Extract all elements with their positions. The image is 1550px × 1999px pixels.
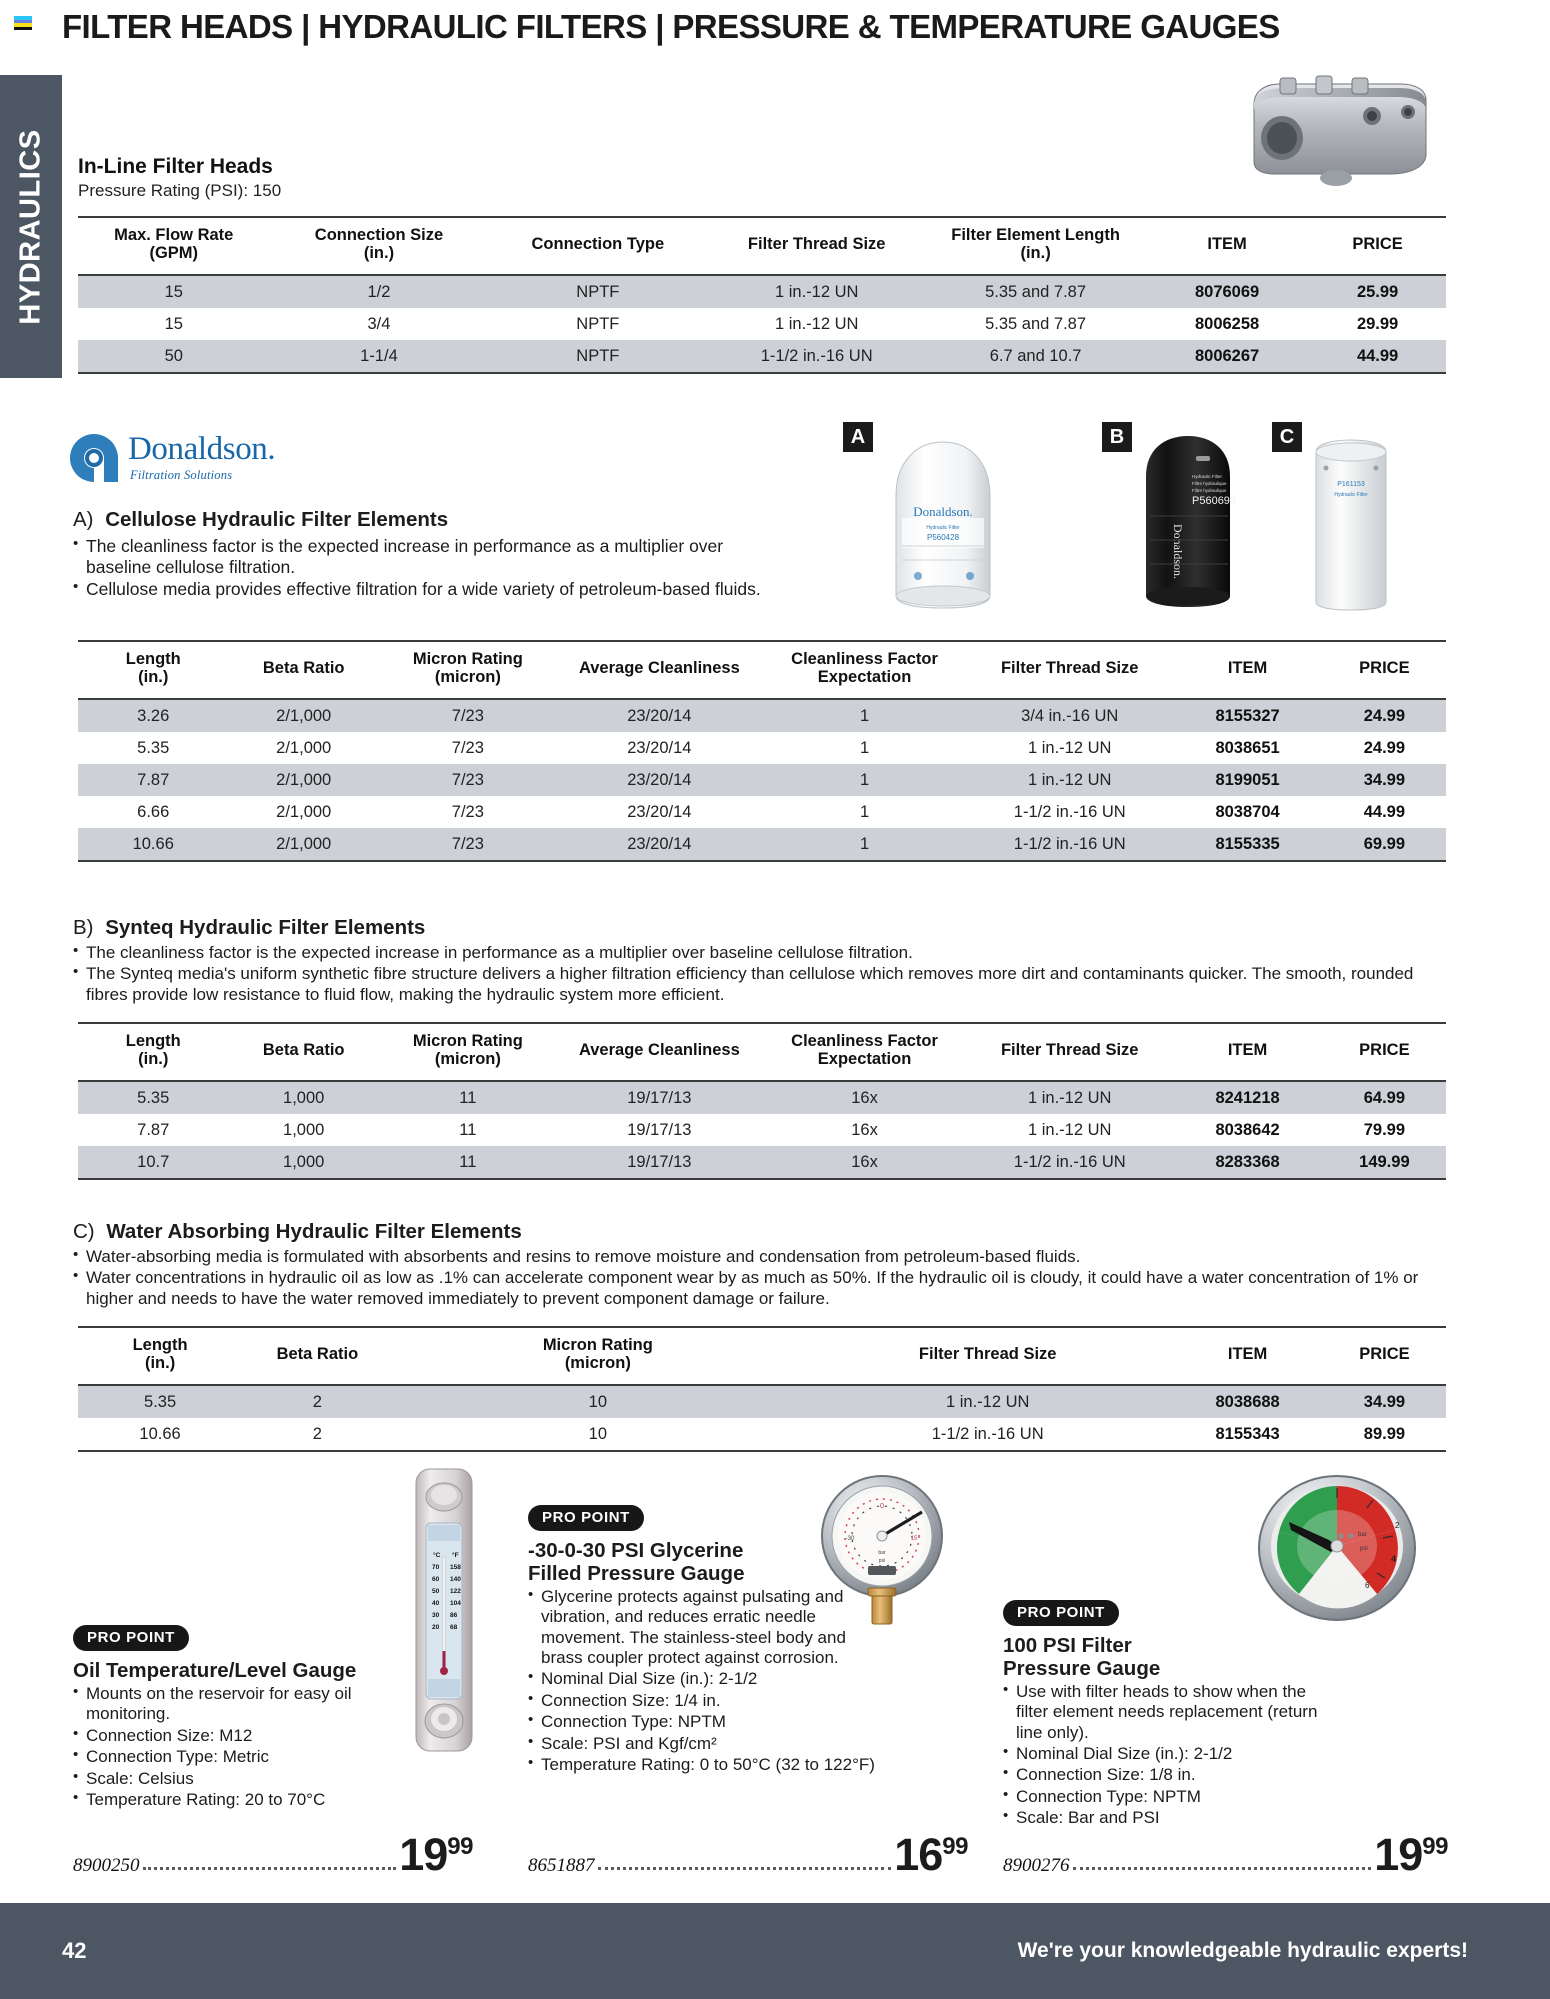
svg-text:P161153: P161153 [1337,481,1365,488]
cell: 3.26 [78,699,228,732]
section-b-table-wrap [78,1022,1446,1180]
filter-photo-b [1140,432,1236,610]
column-header: Filter Thread Size [967,1023,1172,1081]
column-header: Beta Ratio [228,1023,378,1081]
column-header: Length (in.) [78,641,228,699]
section-a-prefix: A) [73,508,94,531]
pro-point-badge: PRO POINT [528,1505,644,1531]
cell: 1,000 [228,1146,378,1179]
product-price-row [1003,1829,1448,1880]
cell: 1 [762,732,967,764]
column-header: Filter Thread Size [803,1327,1172,1385]
table-row [78,1146,1446,1179]
cell: 10 [393,1385,803,1418]
cell: 7.87 [78,1114,228,1146]
product-price: $16^{99}$ [894,1829,968,1880]
bullet-item: • The cleanliness factor is the expected increase in performance as a multiplier over baseline cellulose filtration. [73,943,1448,963]
svg-text:104: 104 [450,1600,461,1607]
cell: 2 [242,1385,392,1418]
cell: 15 [78,308,270,340]
table-header-row [78,641,1446,699]
oil-level-gauge-illustration [404,1465,484,1755]
filter-heads-title: In-Line Filter Heads [78,155,273,178]
column-header: Connection Type [488,217,707,275]
table-header-row [78,1327,1446,1385]
cell: 1 in.-12 UN [803,1385,1172,1418]
cell-item: 8006267 [1145,340,1309,373]
section-b-bullets [73,943,1448,1005]
photo-badge-a: A [843,422,873,452]
svg-text:50: 50 [432,1588,440,1595]
cell: 1 [762,699,967,732]
section-c-bullets [73,1247,1448,1309]
bullet-item: • Nominal Dial Size (in.): 2-1/2 [1003,1744,1333,1764]
table-row [78,1385,1446,1418]
cell-price: 29.99 [1309,308,1446,340]
section-b [73,916,1448,1006]
cell: 3/4 in.-16 UN [967,699,1172,732]
cell: 1 [762,764,967,796]
bullet-item: • Glycerine protects against pulsating and vibration, and reduces erratic needle movement. The stainless-steel body and brass coupler protect against corrosion. [528,1587,888,1669]
column-header: Micron Rating (micron) [393,1327,803,1385]
svg-text:40: 40 [432,1600,440,1607]
footer-tagline: We're your knowledgeable hydraulic experts! [1017,1939,1468,1962]
cell-price: 64.99 [1323,1081,1446,1114]
bullet-item: • Temperature Rating: 0 to 50°C (32 to 122°F) [528,1755,888,1775]
svg-text:140: 140 [450,1576,461,1583]
column-header: Average Cleanliness [557,641,762,699]
table-row [78,699,1446,732]
svg-text:Hydraulic Filter: Hydraulic Filter [926,525,960,531]
cell: 2/1,000 [228,828,378,861]
cell-item: 8038651 [1172,732,1322,764]
table-row [78,732,1446,764]
page-title: FILTER HEADS | HYDRAULIC FILTERS | PRESSURE & TEMPERATURE GAUGES [62,8,1280,45]
table-row [78,764,1446,796]
svg-text:°C: °C [433,1552,441,1559]
svg-text:psi: psi [878,1558,886,1564]
svg-text:86: 86 [450,1612,458,1619]
donaldson-mark-icon [68,432,120,484]
svg-text:0: 0 [880,1503,884,1510]
svg-text:Filtre hydraulique: Filtre hydraulique [1192,488,1227,493]
water-absorbing-filter-illustration [1310,434,1392,612]
section-c-prefix: C) [73,1220,95,1243]
bullet-item: • Scale: Bar and PSI [1003,1808,1333,1828]
column-header: Average Cleanliness [557,1023,762,1081]
bullet-item: • Connection Type: NPTM [528,1712,888,1732]
cell: NPTF [488,275,707,308]
donaldson-tagline: Filtration Solutions [130,468,233,482]
filter-heads-table [78,216,1446,374]
oil-temp-gauge-photo [404,1465,484,1755]
cell: 11 [379,1146,557,1179]
column-header: Beta Ratio [242,1327,392,1385]
cell: 1,000 [228,1114,378,1146]
synteq-elements-table [78,1022,1446,1180]
svg-text:70: 70 [432,1564,440,1571]
column-header: PRICE [1323,1327,1446,1385]
column-header: Micron Rating (micron) [379,1023,557,1081]
cell: 7.87 [78,764,228,796]
column-header: Connection Size (in.) [270,217,489,275]
registration-color-bar [14,16,32,30]
cell-price: 24.99 [1323,732,1446,764]
water-absorbing-elements-table [78,1326,1446,1452]
donaldson-logo [68,430,318,488]
cell: 1,000 [228,1081,378,1114]
bullet-item: • Cellulose media provides effective filtration for a wide variety of petroleum-based fluids. [73,579,773,600]
svg-text:15: 15 [910,1536,918,1542]
column-header: Micron Rating (micron) [379,641,557,699]
filter-photo-c [1310,434,1392,612]
cell: 7/23 [379,732,557,764]
table-header-row [78,217,1446,275]
filter-heads-table-wrap [78,216,1446,374]
cell: 1 in.-12 UN [967,764,1172,796]
cell-price: 34.99 [1323,1385,1446,1418]
product-title: Oil Temperature/Level Gauge [73,1659,357,1682]
cell-item: 8038704 [1172,796,1322,828]
cell: 1-1/2 in.-16 UN [967,828,1172,861]
svg-text:Donaldson.: Donaldson. [1171,524,1185,579]
cell: 1 in.-12 UN [967,1081,1172,1114]
cell-item: 8155327 [1172,699,1322,732]
svg-text:6: 6 [1365,1581,1370,1590]
product-sku: 8651887 [528,1855,595,1876]
cell: 1/2 [270,275,489,308]
svg-text:68: 68 [450,1624,458,1631]
cell-item: 8076069 [1145,275,1309,308]
cell: 10.66 [78,1418,242,1451]
cell: 7/23 [379,796,557,828]
cell: 1 [762,796,967,828]
cell: 19/17/13 [557,1081,762,1114]
cell: 23/20/14 [557,796,762,828]
cell-price: 149.99 [1323,1146,1446,1179]
cell: 5.35 and 7.87 [926,275,1145,308]
filter-photo-a [888,436,998,611]
cell: 6.7 and 10.7 [926,340,1145,373]
cell-price: 69.99 [1323,828,1446,861]
cell: 23/20/14 [557,699,762,732]
cell: 11 [379,1114,557,1146]
bullet-item: • Connection Type: Metric [73,1747,403,1767]
cell: 1 in.-12 UN [707,308,926,340]
bullet-item: • Temperature Rating: 20 to 70°C [73,1790,403,1810]
cell: 2/1,000 [228,796,378,828]
svg-text:2: 2 [1395,1521,1400,1530]
svg-text:30: 30 [432,1612,440,1619]
cell: 16x [762,1114,967,1146]
svg-text:Hydraulic Filter: Hydraulic Filter [1192,474,1223,479]
section-a [73,508,773,601]
cell: 10.7 [78,1146,228,1179]
cell: 2/1,000 [228,732,378,764]
product-price-row [73,1829,473,1880]
product-bullets [73,1684,403,1810]
product-sku: 8900276 [1003,1855,1070,1876]
table-row [78,275,1446,308]
cell-item: 8038688 [1172,1385,1322,1418]
cell: 3/4 [270,308,489,340]
svg-text:158: 158 [450,1564,461,1571]
product-sku: 8900250 [73,1855,140,1876]
svg-text:bar: bar [878,1550,886,1556]
cell: 1-1/2 in.-16 UN [803,1418,1172,1451]
cell: 15 [78,275,270,308]
svg-text:122: 122 [450,1588,461,1595]
section-a-table-wrap [78,640,1446,862]
cell-price: 24.99 [1323,699,1446,732]
column-header: Length (in.) [78,1327,242,1385]
table-row [78,828,1446,861]
cell: 1 in.-12 UN [967,1114,1172,1146]
synteq-filter-illustration [1140,432,1236,610]
column-header: Cleanliness Factor Expectation [762,1023,967,1081]
cell: 23/20/14 [557,828,762,861]
column-header: ITEM [1172,1327,1322,1385]
product-filter-pressure-gauge [1003,1600,1333,1830]
section-c-table-wrap [78,1326,1446,1452]
cell: 5.35 [78,1081,228,1114]
column-header: ITEM [1172,1023,1322,1081]
cell: 50 [78,340,270,373]
cell: NPTF [488,308,707,340]
product-title: -30-0-30 PSI Glycerine Filled Pressure Gauge [528,1539,745,1585]
product-price: $19^{99}$ [1374,1829,1448,1880]
cell: 1-1/2 in.-16 UN [967,796,1172,828]
bullet-item: • Connection Size: 1/4 in. [528,1691,888,1711]
svg-text:4: 4 [1391,1554,1397,1564]
pro-point-badge: PRO POINT [1003,1600,1119,1626]
bullet-item: • Connection Size: 1/8 in. [1003,1765,1333,1785]
cell: 2/1,000 [228,699,378,732]
svg-text:Filtre hydraulique: Filtre hydraulique [1192,481,1227,486]
cell: 5.35 [78,732,228,764]
side-tab-hydraulics [0,75,62,378]
cell: 19/17/13 [557,1146,762,1179]
side-tab-label: HYDRAULICS [14,128,47,325]
cell: 6.66 [78,796,228,828]
filter-head-photo [1240,70,1440,190]
cell-price: 44.99 [1309,340,1446,373]
cell-item: 8155335 [1172,828,1322,861]
svg-text:P560428: P560428 [926,533,960,542]
column-header: Filter Element Length (in.) [926,217,1145,275]
cell: 11 [379,1081,557,1114]
section-c-heading: Water Absorbing Hydraulic Filter Elements [106,1220,522,1243]
cell: 5.35 and 7.87 [926,308,1145,340]
bullet-item: • Connection Type: NPTM [1003,1787,1333,1807]
cell: 16x [762,1146,967,1179]
bullet-item: • Nominal Dial Size (in.): 2-1/2 [528,1669,888,1689]
cell: 7/23 [379,699,557,732]
cell-price: 44.99 [1323,796,1446,828]
pro-point-badge: PRO POINT [73,1625,189,1651]
cell: 16x [762,1081,967,1114]
photo-badge-b: B [1102,422,1132,452]
price-leader-dots [143,1867,397,1870]
svg-text:-30: -30 [845,1536,855,1542]
product-price-row [528,1829,968,1880]
cell-item: 8006258 [1145,308,1309,340]
cell: 1 [762,828,967,861]
column-header: ITEM [1145,217,1309,275]
cell: 10 [393,1418,803,1451]
section-b-prefix: B) [73,916,94,939]
cell: 1-1/4 [270,340,489,373]
bullet-item: • Scale: PSI and Kgf/cm² [528,1734,888,1754]
column-header: PRICE [1323,1023,1446,1081]
cell-price: 25.99 [1309,275,1446,308]
bullet-item: • Mounts on the reservoir for easy oil monitoring. [73,1684,403,1725]
bullet-item: • The cleanliness factor is the expected increase in performance as a multiplier over baseline cellulose filtration. [73,536,773,578]
page-footer [0,1903,1550,1999]
cell-price: 34.99 [1323,764,1446,796]
price-leader-dots [1073,1867,1372,1870]
cell-item: 8199051 [1172,764,1322,796]
column-header: PRICE [1323,641,1446,699]
cell-item: 8155343 [1172,1418,1322,1451]
column-header: PRICE [1309,217,1446,275]
cellulose-elements-table [78,640,1446,862]
product-bullets [1003,1682,1333,1829]
cellulose-filter-illustration [888,436,998,611]
svg-text:°F: °F [452,1552,459,1559]
filter-head-illustration [1240,70,1440,190]
column-header: ITEM [1172,641,1322,699]
section-b-heading: Synteq Hydraulic Filter Elements [105,916,426,939]
cell: 1 in.-12 UN [967,732,1172,764]
svg-text:60: 60 [432,1576,440,1583]
section-a-bullets [73,536,773,600]
cell-price: 79.99 [1323,1114,1446,1146]
table-header-row [78,1023,1446,1081]
cell: 19/17/13 [557,1114,762,1146]
table-row [78,1418,1446,1451]
bullet-item: • Scale: Celsius [73,1769,403,1789]
cell: 23/20/14 [557,764,762,796]
table-row [78,1114,1446,1146]
svg-text:Donaldson.: Donaldson. [913,504,973,519]
page-number: 42 [62,1938,87,1963]
svg-text:psi: psi [1360,1546,1368,1552]
table-row [78,796,1446,828]
filter-heads-subtitle: Pressure Rating (PSI): 150 [78,181,282,200]
column-header: Max. Flow Rate (GPM) [78,217,270,275]
cell: 1-1/2 in.-16 UN [967,1146,1172,1179]
column-header: Filter Thread Size [707,217,926,275]
cell: NPTF [488,340,707,373]
product-glycerine-gauge [528,1505,888,1776]
product-title: 100 PSI Filter Pressure Gauge [1003,1634,1161,1680]
price-leader-dots [598,1867,892,1870]
filter-heads-title-block [78,155,281,201]
cell-item: 8283368 [1172,1146,1322,1179]
column-header: Beta Ratio [228,641,378,699]
cell: 7/23 [379,828,557,861]
table-row [78,308,1446,340]
table-row [78,1081,1446,1114]
section-a-heading: Cellulose Hydraulic Filter Elements [105,508,449,531]
photo-badge-c: C [1272,422,1302,452]
product-oil-temp-gauge [73,1625,403,1811]
column-header: Filter Thread Size [967,641,1172,699]
cell: 2/1,000 [228,764,378,796]
section-c [73,1220,1448,1310]
cell-item: 8038642 [1172,1114,1322,1146]
product-price: $19^{99}$ [399,1829,473,1880]
bullet-item: • Water concentrations in hydraulic oil as low as .1% can accelerate component wear by as much as 50%. If the hydraulic oil is cloudy, it could have a water concentration of 1% or higher and needs to have the water removed immediately to prevent component damage or failure. [73,1268,1448,1309]
cell: 1-1/2 in.-16 UN [707,340,926,373]
bullet-item: • The Synteq media's uniform synthetic fibre structure delivers a higher filtration efficiency than cellulose which removes more dirt and contaminants quicker. The smooth, rounded fibres provide low resistance to fluid flow, making the hydraulic system more efficient. [73,964,1448,1005]
product-bullets [528,1587,888,1776]
cell: 7/23 [379,764,557,796]
svg-text:20: 20 [432,1624,440,1631]
bullet-item: • Water-absorbing media is formulated with absorbents and resins to remove moisture and condensation from petroleum-based fluids. [73,1247,1448,1267]
cell: 23/20/14 [557,732,762,764]
cell-price: 89.99 [1323,1418,1446,1451]
filter-element-photos [820,418,1440,618]
bullet-item: • Use with filter heads to show when the filter element needs replacement (return line only). [1003,1682,1333,1743]
cell-item: 8241218 [1172,1081,1322,1114]
donaldson-wordmark: Donaldson. [128,431,276,467]
bullet-item: • Connection Size: M12 [73,1726,403,1746]
cell: 2 [242,1418,392,1451]
column-header: Length (in.) [78,1023,228,1081]
cell: 10.66 [78,828,228,861]
svg-text:P560693: P560693 [1192,495,1236,507]
svg-text:Hydraulic Filter: Hydraulic Filter [1334,492,1368,498]
column-header: Cleanliness Factor Expectation [762,641,967,699]
table-row [78,340,1446,373]
cell: 1 in.-12 UN [707,275,926,308]
svg-text:bar: bar [1358,1532,1367,1538]
cell: 5.35 [78,1385,242,1418]
